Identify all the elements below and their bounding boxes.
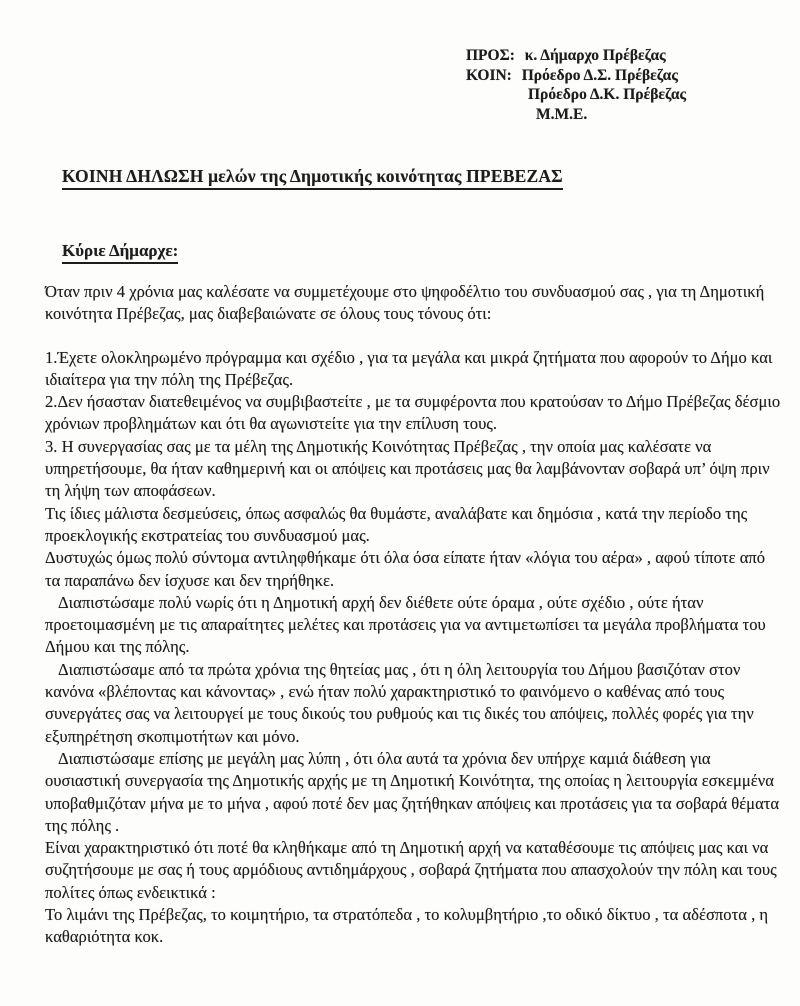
recipient-cc-row (466, 85, 686, 105)
salutation (62, 241, 178, 261)
cc-label: ΚΟΙΝ: (466, 66, 512, 84)
point-2: 2.Δεν ήσασταν διατεθειμένος να συμβιβαστείτε , με τα συμφέροντα που κρατούσαν το Δήμο Πρέβεζας δέσμιο χρόνιων προβλημάτων και ότι θα αγωνιστείτε για την επίλυση τους. (45, 392, 781, 434)
paragraph-commitments: Τις ίδιες μάλιστα δεσμεύσεις, όπως ασφαλώς θα θυμάστε, αναλάβατε και δημόσια , κατά την περίοδο της προεκλογικής εκστρατείας του συνδυασμού μας. (45, 503, 748, 545)
paragraph-no-vision: Διαπιστώσαμε πολύ νωρίς ότι η Δημοτική αρχή δεν διέθετε ούτε όραμα , ούτε σχέδιο , ούτε ήταν προετοιμασμένη με τις απαραίτητες μελέτες και προτάσεις για να αντιμετωπίσει τα μεγάλα προβλήματα του Δήμου και της πόλης. (45, 592, 766, 657)
paragraph-empty-words: Δυστυχώς όμως πολύ σύντομα αντιληφθήκαμε ότι όλα όσα είπατε ήταν «λόγια του αέρα» , αφού τίποτε από τα παραπάνω δεν ίσχυσε και δεν τηρήθηκε. (45, 548, 766, 590)
cc-value-2: Πρόεδρο Δ.Κ. Πρέβεζας (528, 86, 687, 103)
document-title-text: ΚΟΙΝΗ ΔΗΛΩΣΗ μελών της Δημοτικής κοινότητας ΠΡΕΒΕΖΑΣ (62, 166, 563, 190)
paragraph-no-cooperation: Διαπιστώσαμε επίσης με μεγάλη μας λύπη , ότι όλα αυτά τα χρόνια δεν υπήρχε καμιά διάθεση για ουσιαστική συνεργασία της Δημοτικής αρχής με τη Δημοτική Κοινότητα, της οποίας η λειτουργία εσκεμμένα υποβαθμιζόταν μήνα με το μήνα , αφού ποτέ δεν μας ζητήθηκαν απόψεις και προτάσεις για τα σοβαρά θέματα της πόλης . (45, 748, 780, 835)
cc-value-1: Πρόεδρο Δ.Σ. Πρέβεζας (521, 66, 678, 84)
recipient-cc-row (466, 105, 686, 125)
to-label: ΠΡΟΣ: (466, 47, 515, 64)
cc-value-3: Μ.Μ.Ε. (536, 105, 588, 123)
to-value: κ. Δήμαρχο Πρέβεζας (524, 47, 666, 64)
recipients-block (466, 46, 686, 124)
salutation-text: Κύριε Δήμαρχε: (62, 241, 178, 264)
point-3: 3. Η συνεργασίας σας με τα μέλη της Δημοτικής Κοινότητας Πρέβεζας , την οποία μας καλέσατε να υπηρετήσουμε, θα ήταν καθημερινή και οι απόψεις και προτάσεις μας θα λαμβάνονταν σοβαρά υπ’ όψη πριν τη λήψη των αποφάσεων. (45, 436, 770, 501)
paragraph-never-consulted: Είναι χαρακτηριστικό ότι ποτέ θα κληθήκαμε από τη Δημοτική αρχή να καταθέσουμε τις απόψεις μας και να συζητήσουμε με σας ή τους αρμόδιους αντιδημάρχους , σοβαρά ζητήματα που απασχολούν την πόλη και τους πολίτες όπως ενδεικτικά : (45, 838, 777, 902)
point-1: 1.Έχετε ολοκληρωμένο πρόγραμμα και σχέδιο , για τα μεγάλα και μικρά ζητήματα που αφορούν το Δήμο και ιδιαίτερα για την πόλη της Πρέβεζας. (45, 347, 773, 389)
letter-body (45, 281, 782, 949)
paragraph-issues-list: Το λιμάνι της Πρέβεζας, το κοιμητήριο, τα στρατόπεδα , το κολυμβητήριο ,το οδικό δίκτυο , τα αδέσποτα , η καθαριότητα κοκ. (45, 905, 769, 947)
paragraph-seeing-and-doing: Διαπιστώσαμε από τα πρώτα χρόνια της θητείας μας , ότι η όλη λειτουργία του Δήμου βασιζόταν στον κανόνα «βλέποντας και κάνοντας» , ενώ ήταν πολύ χαρακτηριστικό το φαινόμενο ο καθένας από τους συνεργάτες σας να λειτουργεί με τους δικούς του ρυθμούς και τις δικές του απόψεις, πολλές φορές για την εξυπηρέτηση σκοπιμοτήτων και μόνο. (45, 659, 754, 746)
document-title (62, 166, 563, 187)
numbered-points (45, 347, 782, 503)
recipient-to-row (466, 46, 686, 66)
recipient-cc-row (466, 66, 686, 86)
intro-paragraph: Όταν πριν 4 χρόνια μας καλέσατε να συμμετέχουμε στο ψηφοδέλτιο του συνδυασμού σας , για τη Δημοτική κοινότητα Πρέβεζας, μας διαβεβαιώνατε σε όλους τους τόνους ότι: (45, 282, 765, 324)
